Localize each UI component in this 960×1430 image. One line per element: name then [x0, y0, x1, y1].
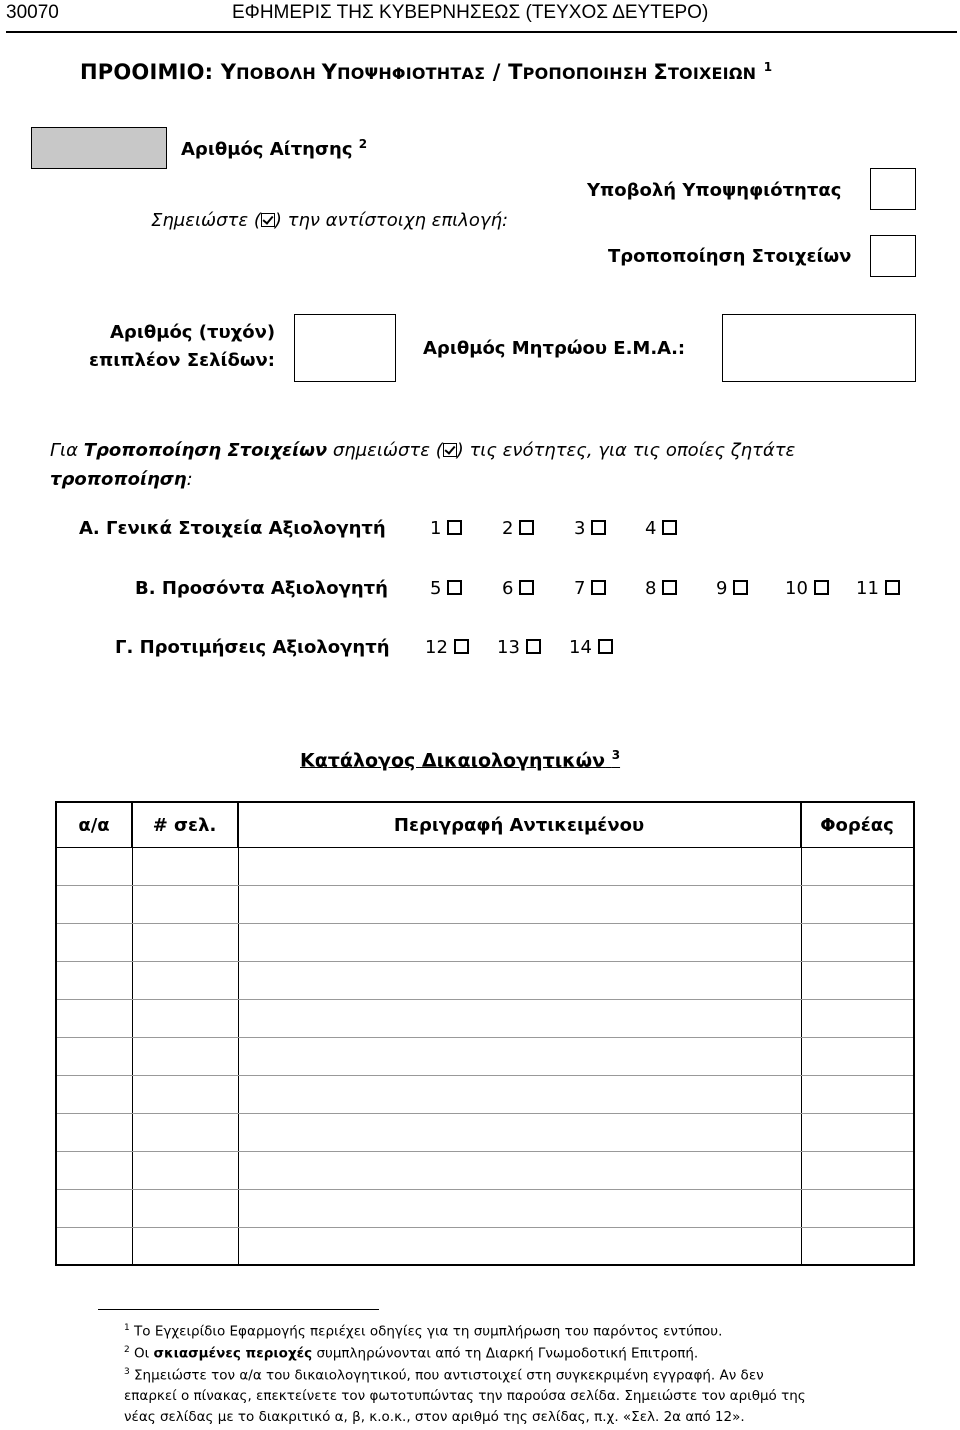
section-item-14[interactable]: 14 — [569, 637, 613, 658]
table-row[interactable] — [57, 1075, 913, 1076]
table-row[interactable] — [57, 999, 913, 1000]
checkbox-icon — [733, 580, 748, 595]
modify-note-line1: Για Τροποποίηση Στοιχείων σημειώστε ( ) τις ενότητες, για τις οποίες ζητάτε — [50, 440, 796, 461]
catalog-footnote-ref: 3 — [611, 748, 621, 762]
checkbox-icon — [591, 580, 606, 595]
checkbox-icon — [447, 580, 462, 595]
footnote-separator — [98, 1309, 379, 1310]
application-footnote-ref: 2 — [358, 137, 368, 151]
option-submit-checkbox[interactable] — [870, 168, 916, 210]
registry-number-label: Αριθμός Μητρώου Ε.Μ.Α.: — [423, 338, 686, 359]
checkbox-icon — [519, 580, 534, 595]
table-row[interactable] — [57, 1037, 913, 1038]
section-c-row — [0, 637, 960, 661]
checkbox-icon — [662, 580, 677, 595]
extra-pages-label-line2: επιπλέον Σελίδων: — [89, 350, 276, 371]
selection-instruction: Σημειώστε ( ) την αντίστοιχη επιλογή: — [151, 210, 509, 231]
table-row[interactable] — [57, 885, 913, 886]
section-item-10[interactable]: 10 — [785, 578, 829, 599]
col-divider — [238, 803, 239, 1264]
table-row[interactable] — [57, 923, 913, 924]
section-b-row — [0, 578, 960, 602]
col-header-pages: # σελ. — [132, 803, 238, 847]
col-header-agency: Φορέας — [820, 814, 894, 836]
section-item-1[interactable]: 1 — [430, 518, 462, 539]
table-row[interactable] — [57, 1227, 913, 1228]
section-item-3[interactable]: 3 — [574, 518, 606, 539]
catalog-title: Κατάλογος Δικαιολογητικών $^3$ — [300, 748, 621, 772]
documents-table — [55, 801, 915, 1266]
checkbox-icon — [454, 639, 469, 654]
section-b-label: Β. Προσόντα Αξιολογητή — [135, 578, 388, 599]
modify-note-line2: τροποποίηση: — [50, 469, 193, 490]
option-modify-checkbox[interactable] — [870, 235, 916, 277]
section-item-4[interactable]: 4 — [645, 518, 677, 539]
checkbox-icon — [447, 520, 462, 535]
registry-number-field[interactable] — [722, 314, 916, 382]
application-number-label: Αριθμός Αίτησης $^2$ — [181, 137, 368, 160]
footnote-3: $^3$ Σημειώστε τον α/α του δικαιολογητικού, που αντιστοιχεί στη συγκεκριμένη εγγραφή. Αν δεν — [124, 1367, 764, 1384]
title-footnote-ref: 1 — [763, 60, 773, 74]
checkbox-icon — [598, 639, 613, 654]
table-row[interactable] — [57, 961, 913, 962]
checkbox-icon — [526, 639, 541, 654]
application-number-field[interactable] — [31, 127, 167, 169]
checked-box-icon — [261, 213, 275, 227]
checkbox-icon — [814, 580, 829, 595]
footnote-2: $^2$ Οι σκιασμένες περιοχές συμπληρώνονται από τη Διαρκή Γνωμοδοτική Επιτροπή. — [124, 1345, 699, 1362]
table-row[interactable] — [57, 1189, 913, 1190]
footnote-3-line2: επαρκεί ο πίνακας, επεκτείνετε τον φωτοτυπώντας την παρούσα σελίδα. Σημειώστε τον αριθμό της — [124, 1388, 806, 1404]
section-a-row — [0, 518, 960, 542]
section-c-label: Γ. Προτιμήσεις Αξιολογητή — [115, 637, 390, 658]
col-header-description: Περιγραφή Αντικειμένου — [238, 803, 801, 847]
gazette-title: ΕΦΗΜΕΡΙΣ ΤΗΣ ΚΥΒΕΡΝΗΣΕΩΣ (ΤΕΥΧΟΣ ΔΕΥΤΕΡΟ) — [232, 2, 709, 23]
col-header-aa: α/α — [57, 803, 132, 847]
checkbox-icon — [885, 580, 900, 595]
option-submit-label: Υποβολή Υποψηφιότητας — [587, 180, 842, 201]
section-a-label: Α. Γενικά Στοιχεία Αξιολογητή — [79, 518, 386, 539]
section-item-13[interactable]: 13 — [497, 637, 541, 658]
checkbox-icon — [519, 520, 534, 535]
section-item-6[interactable]: 6 — [502, 578, 534, 599]
section-item-8[interactable]: 8 — [645, 578, 677, 599]
header-rule — [57, 847, 913, 848]
table-row[interactable] — [57, 1113, 913, 1114]
extra-pages-label-line1: Αριθμός (τυχόν) — [110, 322, 276, 343]
section-item-9[interactable]: 9 — [716, 578, 748, 599]
checkbox-icon — [591, 520, 606, 535]
footnote-1: $^1$ Το Εγχειρίδιο Εφαρμογής περιέχει οδηγίες για τη συμπλήρωση του παρόντος εντύπου. — [124, 1323, 723, 1340]
form-title: ΠΡΟΟΙΜΙΟ: ΥΠΟΒΟΛΗ ΥΠΟΨΗΦΙΟΤΗΤΑΣ / ΤΡΟΠΟΠΟΙΗΣΗ ΣΤΟΙΧΕΙΩΝ $^1$ — [80, 60, 773, 84]
page-number: 30070 — [6, 2, 59, 23]
section-item-5[interactable]: 5 — [430, 578, 462, 599]
footnote-3-line3: νέας σελίδας με το διακριτικό α, β, κ.ο.κ., στον αριθμό της σελίδας, π.χ. «Σελ. 2α από 12». — [124, 1409, 745, 1425]
table-row[interactable] — [57, 1151, 913, 1152]
option-modify-label: Τροποποίηση Στοιχείων — [608, 246, 852, 267]
checked-box-icon — [443, 443, 457, 457]
section-item-7[interactable]: 7 — [574, 578, 606, 599]
section-item-2[interactable]: 2 — [502, 518, 534, 539]
checkbox-icon — [662, 520, 677, 535]
section-item-11[interactable]: 11 — [856, 578, 900, 599]
col-divider — [132, 803, 133, 1264]
section-item-12[interactable]: 12 — [425, 637, 469, 658]
col-divider — [801, 803, 802, 1264]
header-divider — [6, 31, 957, 33]
extra-pages-field[interactable] — [294, 314, 396, 382]
